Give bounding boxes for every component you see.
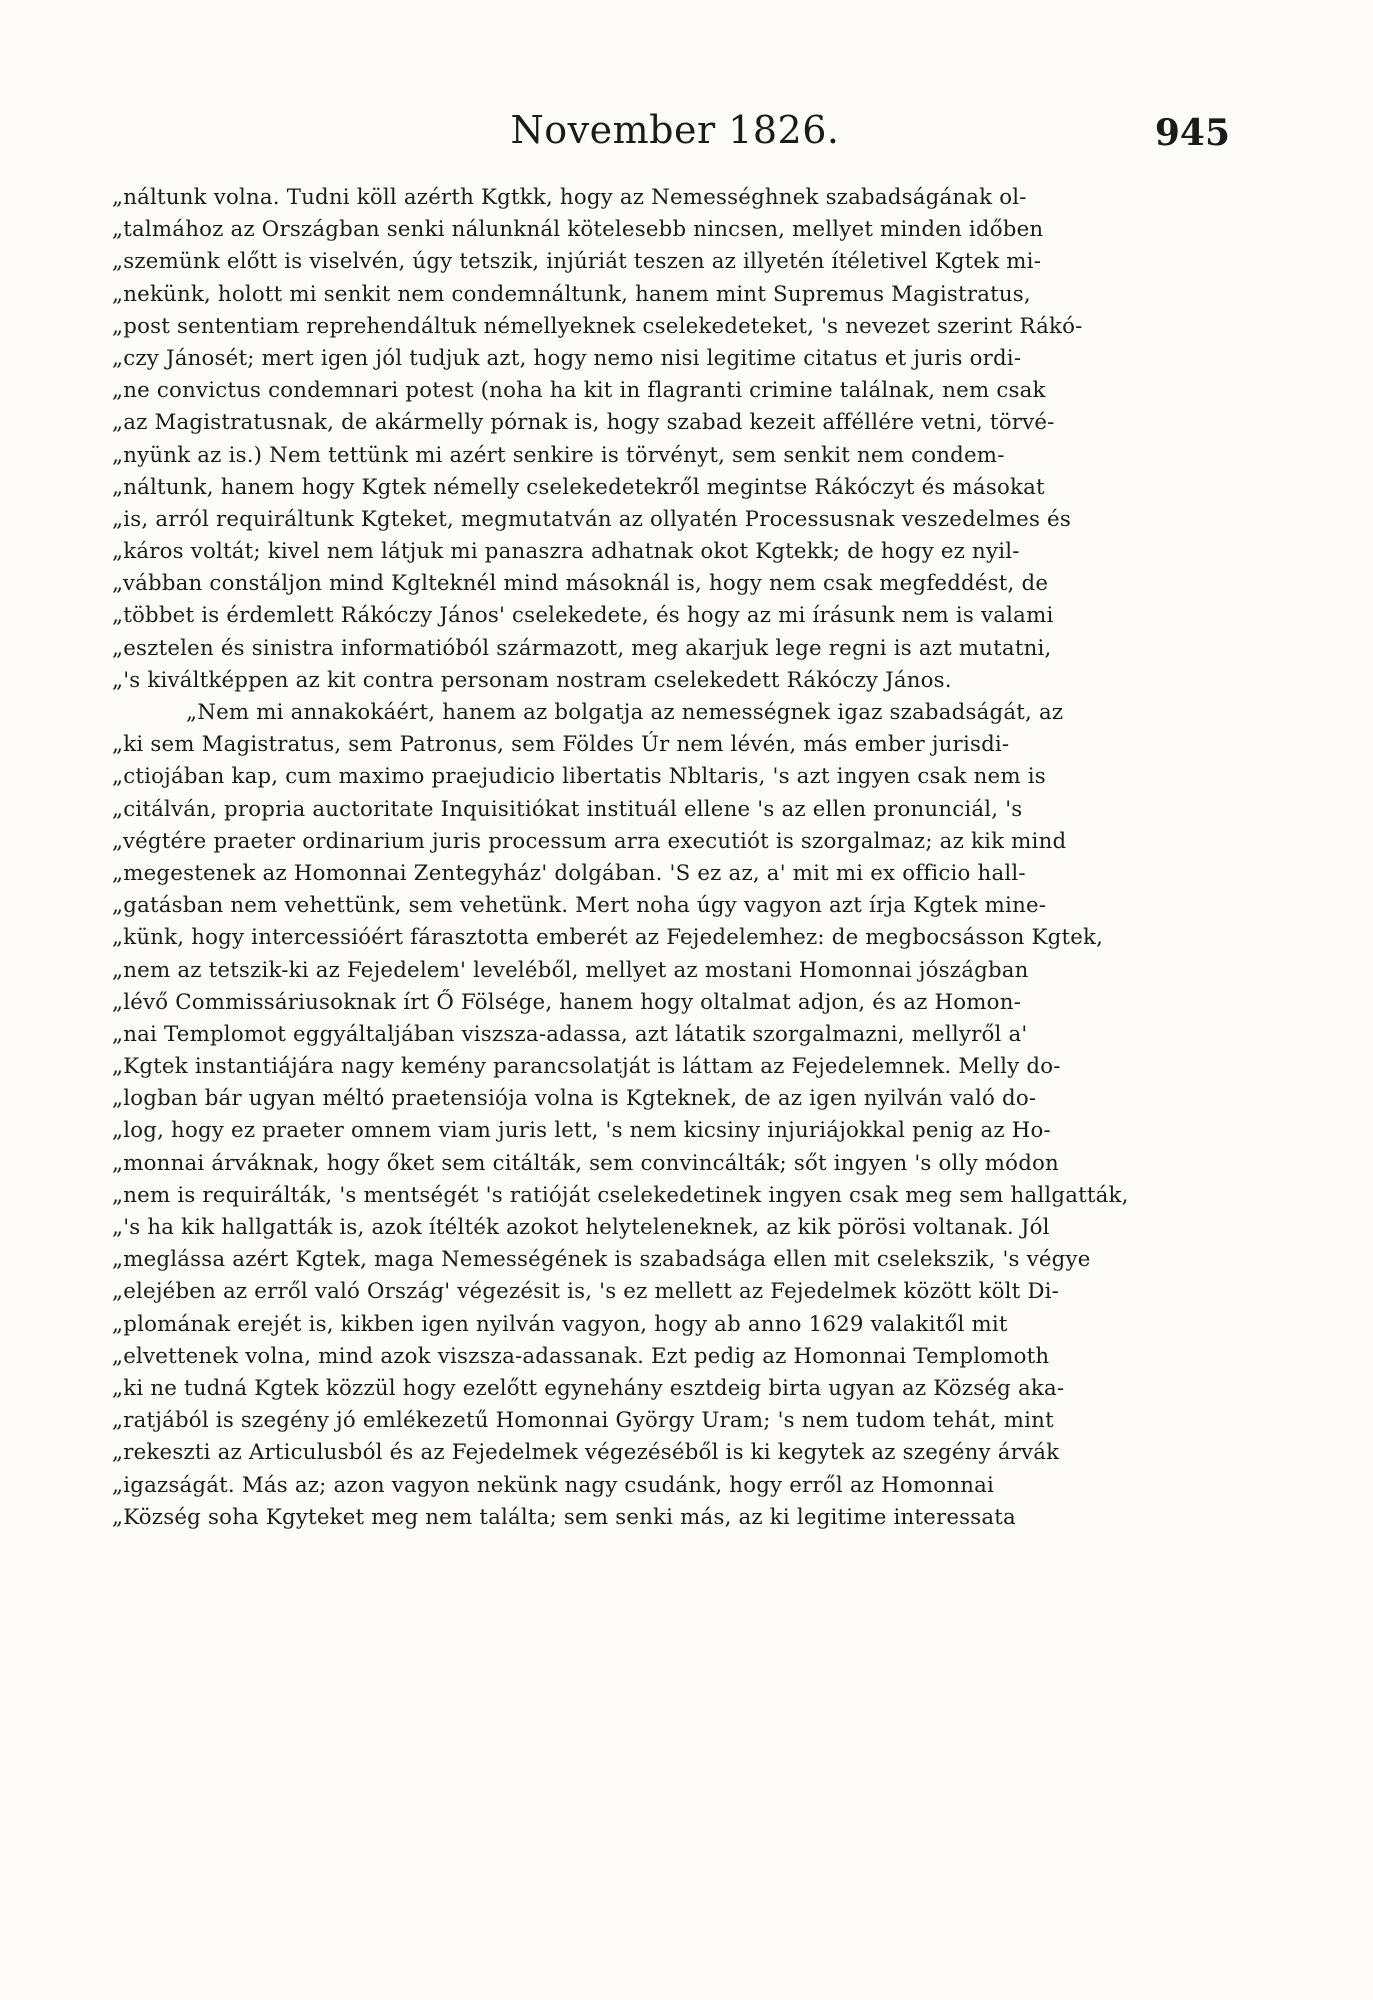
text-line: „is, arról requiráltunk Kgteket, megmutatván az ollyatén Processusnak veszedelmes és [112, 506, 1071, 532]
text-line: „logban bár ugyan méltó praetensiója volna is Kgteknek, de az igen nyilván való do- [112, 1086, 1037, 1112]
text-line: „szemünk előtt is viselvén, úgy tetszik, injúriát teszen az illyetén ítéletivel Kgtek mi- [112, 249, 1042, 275]
text-line: „gatásban nem vehettünk, sem vehetünk. Mert noha úgy vagyon azt írja Kgtek mine- [112, 893, 1047, 919]
text-line: „meglássa azért Kgtek, maga Nemességének is szabadsága ellen mit cselekszik, 's végye [112, 1247, 1091, 1273]
page-title: November 1826. [510, 108, 840, 152]
text-line: „végtére praeter ordinarium juris processum arra executiót is szorgalmaz; az kik mind [112, 828, 1067, 854]
text-line: „náltunk, hanem hogy Kgtek némelly cselekedetekről megintse Rákóczyt és másokat [112, 474, 1045, 500]
text-line: „log, hogy ez praeter omnem viam juris lett, 's nem kicsiny injuriájokkal penig az Ho- [112, 1118, 1051, 1144]
text-line: „czy Jánosét; mert igen jól tudjuk azt, hogy nemo nisi legitime citatus et juris ordi- [112, 345, 1022, 371]
body-text [112, 182, 1240, 1534]
text-line: „nai Templomot eggyáltaljában viszsza-adassa, azt látatik szorgalmazni, mellyről a' [112, 1021, 1028, 1047]
text-line: „nem is requirálták, 's mentségét 's ratióját cselekedetinek ingyen csak meg sem hallgatták, [112, 1182, 1129, 1208]
text-line: „monnai árváknak, hogy őket sem citálták, sem convincálták; sőt ingyen 's olly módon [112, 1150, 1059, 1176]
text-line: „ki sem Magistratus, sem Patronus, sem Földes Úr nem lévén, más ember jurisdi- [112, 732, 1010, 758]
text-line: „esztelen és sinistra informatióból származott, meg akarjuk lege regni is azt mutatni, [112, 635, 1052, 661]
text-line: „citálván, propria auctoritate Inquisitiókat instituál ellene 's az ellen pronunciál, 's [112, 796, 1023, 822]
text-line: „'s kiváltképpen az kit contra personam nostram cselekedett Rákóczy János. [112, 667, 952, 693]
text-line: „plomának erejét is, kikben igen nyilván vagyon, hogy ab anno 1629 valakitől mit [112, 1311, 1008, 1337]
text-line: „igazságát. Más az; azon vagyon nekünk nagy csudánk, hogy erről az Homonnai [112, 1472, 995, 1498]
text-line: „nem az tetszik-ki az Fejedelem' leveléből, mellyet az mostani Homonnai jószágban [112, 957, 1029, 983]
text-line: „nyünk az is.) Nem tettünk mi azért senkire is törvényt, sem senkit nem condem- [112, 442, 1005, 468]
text-line: „rekeszti az Articulusból és az Fejedelmek végezéséből is ki kegytek az szegény árvák [112, 1440, 1060, 1466]
text-line: „ctiojában kap, cum maximo praejudicio libertatis Nbltaris, 's azt ingyen csak nem is [112, 764, 1046, 790]
text-line: „Község soha Kgyteket meg nem találta; sem senki más, az ki legitime interessata [112, 1504, 1016, 1530]
text-line: „többet is érdemlett Rákóczy János' cselekedete, és hogy az mi írásunk nem is valami [112, 603, 1054, 629]
text-line: „vábban constáljon mind Kglteknél mind másoknál is, hogy nem csak megfeddést, de [112, 571, 1049, 597]
text-line: „ratjából is szegény jó emlékezetű Homonnai György Uram; 's nem tudom tehát, mint [112, 1408, 1054, 1434]
text-line: „'s ha kik hallgatták is, azok ítélték azokot helyteleneknek, az kik pörösi voltanak. Jól [112, 1215, 1050, 1240]
text-line: „post sententiam reprehendáltuk némellyeknek cselekedeteket, 's nevezet szerint Rákó- [112, 313, 1083, 339]
page-header [120, 108, 1230, 168]
text-line: „elvettenek volna, mind azok viszsza-adassanak. Ezt pedig az Homonnai Templomoth [112, 1343, 1050, 1369]
text-line: „Kgtek instantiájára nagy kemény parancsolatját is láttam az Fejedelemnek. Melly do- [112, 1054, 1061, 1080]
text-line: „káros voltát; kivel nem látjuk mi panaszra adhatnak okot Kgtekk; de hogy ez nyil- [112, 539, 1020, 565]
text-line: „náltunk volna. Tudni köll azérth Kgtkk, hogy az Nemességhnek szabadságának ol- [112, 185, 1027, 210]
text-line: „nekünk, holott mi senkit nem condemnáltunk, hanem mint Supremus Magistratus, [112, 281, 1031, 307]
page-number: 945 [1154, 112, 1230, 154]
text-line: „ki ne tudná Kgtek közzül hogy ezelőtt egynehány esztdeig birta ugyan az Község aka- [112, 1375, 1065, 1401]
text-line: „künk, hogy intercessióért fárasztotta emberét az Fejedelemhez: de megbocsásson Kgtek, [112, 925, 1104, 951]
text-line: „ne convictus condemnari potest (noha ha kit in flagranti crimine találnak, nem csak [112, 378, 1046, 404]
text-line: „talmához az Országban senki nálunknál kötelesebb nincsen, mellyet minden időben [112, 217, 1044, 243]
text-line: „elejében az erről való Ország' végezésit is, 's ez mellett az Fejedelmek között költ Di- [112, 1279, 1060, 1305]
text-line: „az Magistratusnak, de akármelly pórnak is, hogy szabad kezeit afféllére vetni, törvé- [112, 410, 1055, 436]
text-line-paragraph-start: „Nem mi annakokáért, hanem az bolgatja az nemességnek igaz szabadságát, az [186, 700, 1064, 725]
text-line: „lévő Commissáriusoknak írt Ő Fölsége, hanem hogy oltalmat adjon, és az Homon- [112, 989, 1022, 1015]
text-line: „megestenek az Homonnai Zentegyház' dolgában. 'S ez az, a' mit mi ex officio hall- [112, 860, 1026, 886]
